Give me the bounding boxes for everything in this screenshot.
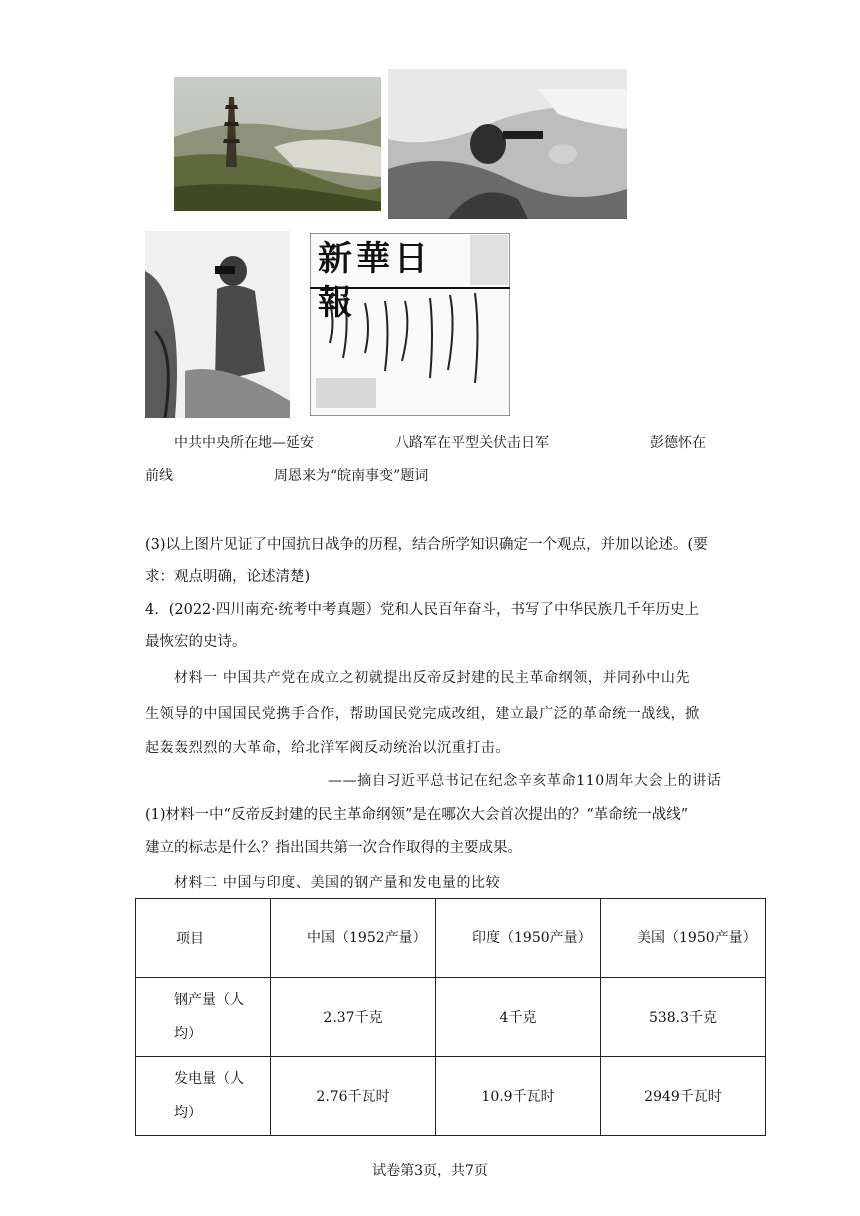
material1-line3: 起轰轰烈烈的大革命，给北洋军阀反动统治以沉重打击。 bbox=[145, 740, 510, 756]
table-cell: 4千克 bbox=[436, 978, 601, 1057]
sub-question1-line2: 建立的标志是什么？指出国共第一次合作取得的主要成果。 bbox=[145, 840, 522, 856]
material1-line2: 生领导的中国国民党携手合作，帮助国民党完成改组，建立最广泛的革命统一战线，掀 bbox=[145, 706, 700, 722]
yanan-pagoda-photo bbox=[174, 77, 381, 211]
pingxingguan-ambush-photo bbox=[388, 69, 627, 219]
question4-line1: 4．(2022·四川南充·统考中考真题）党和人民百年奋斗，书写了中华民族几千年历史上 bbox=[145, 602, 699, 618]
header-china: 中国（1952产量） bbox=[307, 930, 427, 946]
material2-title: 材料二 中国与印度、美国的钢产量和发电量的比较 bbox=[174, 875, 501, 891]
table-cell: 2.37千克 bbox=[271, 978, 436, 1057]
table-header-cell: 项目 bbox=[136, 899, 271, 978]
question4-line2: 最恢宏的史诗。 bbox=[145, 634, 247, 650]
material1-line1: 材料一 中国共产党在成立之初就提出反帝反封建的民主革命纲领，并同孙中山先 bbox=[174, 670, 691, 686]
newspaper-masthead: 新華日報 bbox=[318, 239, 432, 323]
table-cell bbox=[136, 1057, 271, 1136]
table-row bbox=[136, 978, 766, 1057]
header-india: 印度（1950产量） bbox=[472, 930, 592, 946]
table-cell: 538.3千克 bbox=[601, 978, 766, 1057]
table-cell: 2949千瓦时 bbox=[601, 1057, 766, 1136]
table-header-cell bbox=[436, 899, 601, 978]
sub-question1-line1: (1)材料一中“反帝反封建的民主革命纲领”是在哪次大会首次提出的？“革命统一战线” bbox=[145, 807, 689, 823]
caption-frontline: 前线 bbox=[145, 468, 173, 484]
page-footer: 试卷第3页，共7页 bbox=[372, 1163, 488, 1179]
table-header-row bbox=[136, 899, 766, 978]
table-cell bbox=[136, 978, 271, 1057]
peng-dehuai-frontline-photo bbox=[145, 231, 290, 418]
table-header-cell bbox=[601, 899, 766, 978]
steel-electricity-table bbox=[135, 898, 766, 1136]
table-header-cell bbox=[271, 899, 436, 978]
question3-line2: 求：观点明确，论述清楚) bbox=[145, 569, 311, 585]
xinhua-daily-inscription-photo bbox=[310, 233, 510, 416]
caption-zhou-enlai: 周恩来为“皖南事变”题词 bbox=[274, 468, 429, 484]
question3-line1: (3)以上图片见证了中国抗日战争的历程，结合所学知识确定一个观点，并加以论述。(要 bbox=[145, 537, 708, 553]
caption-pingxingguan: 八路军在平型关伏击日军 bbox=[395, 435, 549, 451]
table-cell: 10.9千瓦时 bbox=[436, 1057, 601, 1136]
table-cell: 2.76千瓦时 bbox=[271, 1057, 436, 1136]
row-label-electricity: 发电量（人均） bbox=[174, 1071, 244, 1121]
header-usa: 美国（1950产量） bbox=[637, 930, 757, 946]
table-row bbox=[136, 1057, 766, 1136]
material1-source: ——摘自习近平总书记在纪念辛亥革命110周年大会上的讲话 bbox=[328, 773, 722, 789]
row-label-steel: 钢产量（人均） bbox=[174, 992, 244, 1042]
caption-yanan: 中共中央所在地—延安 bbox=[174, 435, 314, 451]
caption-peng-dehuai: 彭德怀在 bbox=[650, 435, 706, 451]
